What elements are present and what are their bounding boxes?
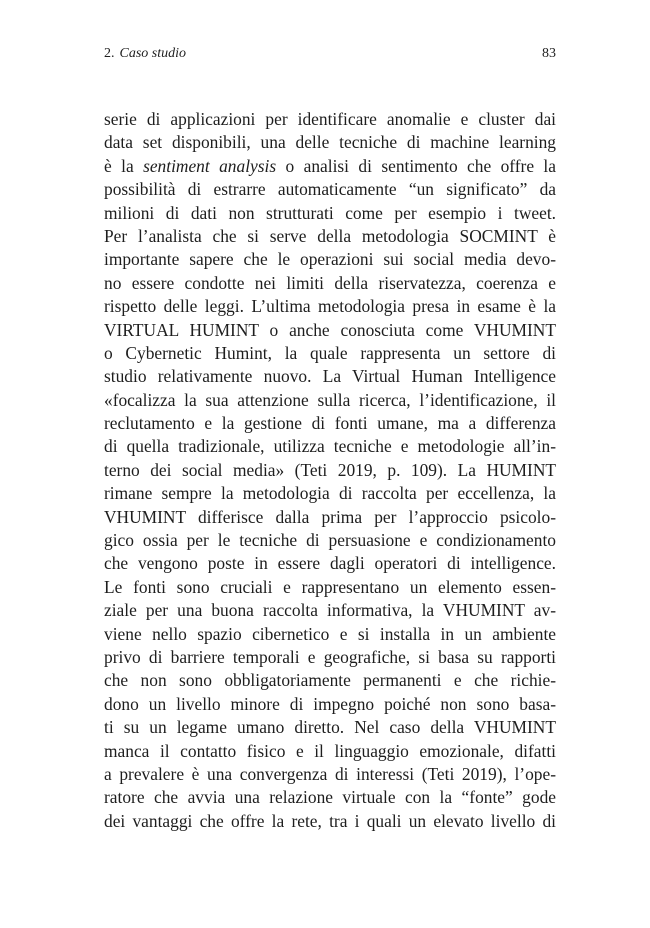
text-line: terno dei social media» (Teti 2019, p. 109). La HUMINT <box>104 459 556 480</box>
page-number: 83 <box>542 46 556 61</box>
text-line: importante sapere che le operazioni sui social media devo- <box>104 249 556 270</box>
text-line: rispetto delle leggi. L’ultima metodologia presa in esame è la <box>104 296 556 317</box>
text-line: «focalizza la sua attenzione sulla ricerca, l’identificazione, il <box>104 389 556 410</box>
text-line: serie di applicazioni per identificare anomalie e cluster dai <box>104 109 556 129</box>
text-line: Per l’analista che si serve della metodologia SOCMINT è <box>104 225 556 246</box>
text-line: possibilità di estrarre automaticamente “un significato” da <box>104 179 556 200</box>
text-line: no essere condotte nei limiti della riservatezza, coerenza e <box>104 272 556 293</box>
text-run: o analisi di sentimento che offre la <box>276 155 556 176</box>
text-line: dei vantaggi che offre la rete, tra i quali un elevato livello di <box>104 810 556 831</box>
text-line: viene nello spazio cibernetico e si installa in un ambiente <box>104 623 556 644</box>
text-line: VIRTUAL HUMINT o anche conosciuta come VHUMINT <box>104 319 556 340</box>
text-line: manca il contatto fisico e il linguaggio emozionale, difatti <box>104 740 556 761</box>
text-line: rimane sempre la metodologia di raccolta per eccellenza, la <box>104 483 556 504</box>
text-line: privo di barriere temporali e geografiche, si basa su rapporti <box>104 646 556 667</box>
text-line: ti su un legame umano diretto. Nel caso della VHUMINT <box>104 717 556 738</box>
text-line: ziale per una buona raccolta informativa, la VHUMINT av- <box>104 600 556 621</box>
text-line: ratore che avvia una relazione virtuale con la “fonte” gode <box>104 787 556 808</box>
text-line: data set disponibili, una delle tecniche di machine learning <box>104 132 556 153</box>
text-line: reclutamento e la gestione di fonti umane, ma a differenza <box>104 413 556 434</box>
text-run: è la <box>104 155 144 176</box>
chapter-heading <box>104 44 186 64</box>
text-line: di quella tradizionale, utilizza tecniche e metodologie all’in- <box>104 436 556 457</box>
running-head <box>104 44 556 64</box>
text-line: gico ossia per le tecniche di persuasione e condizionamento <box>104 530 556 551</box>
text-line <box>104 155 556 178</box>
chapter-title: Caso studio <box>119 46 187 61</box>
text-line: Le fonti sono cruciali e rappresentano un elemento essen- <box>104 576 556 597</box>
text-line: che non sono obbligatoriamente permanenti e che richie- <box>104 670 556 691</box>
italic-term: sentiment analysis <box>143 155 277 176</box>
text-line: o Cybernetic Humint, la quale rappresenta un settore di <box>104 342 556 363</box>
text-line: dono un livello minore di impegno poiché non sono basa- <box>104 693 556 714</box>
chapter-number: 2. <box>104 46 115 61</box>
text-line: che vengono poste in essere dagli operatori di intelligence. <box>104 553 556 574</box>
text-line: studio relativamente nuovo. La Virtual Human Intelligence <box>104 366 556 387</box>
text-line: milioni di dati non strutturati come per esempio i tweet. <box>104 202 556 223</box>
body-paragraph <box>104 108 556 833</box>
text-line: VHUMINT differisce dalla prima per l’approccio psicolo- <box>104 506 556 527</box>
text-line: a prevalere è una convergenza di interessi (Teti 2019), l’ope- <box>104 763 556 784</box>
